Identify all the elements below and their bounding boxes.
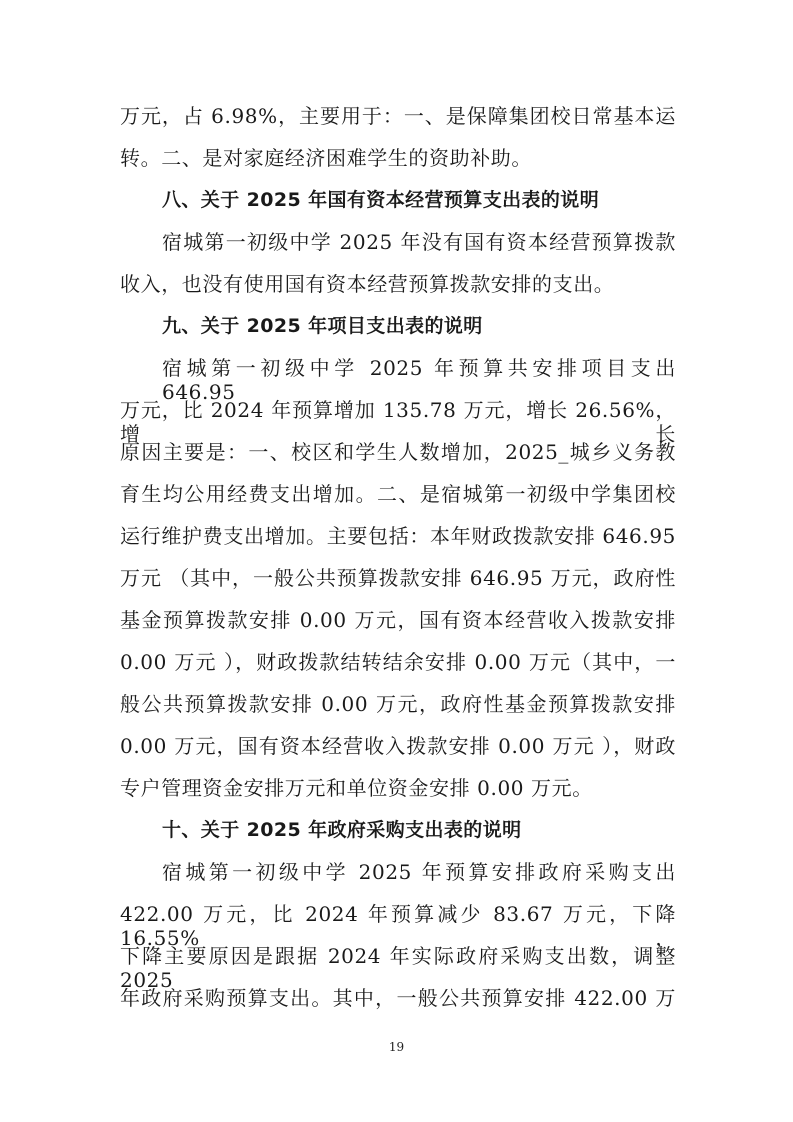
body-text-line: 0.00 万元，国有资本经营收入拨款安排 0.00 万元 ），财政: [120, 734, 676, 758]
body-text-line: 万元 （其中，一般公共预算拨款安排 646.95 万元，政府性: [120, 566, 676, 590]
body-text-line: 下降主要原因是跟据 2024 年实际政府采购支出数，调整 2025: [120, 944, 676, 992]
body-text-line: 育生均公用经费支出增加。二、是宿城第一初级中学集团校: [120, 482, 676, 506]
body-text-line: 原因主要是：一、校区和学生人数增加，2025_城乡义务教: [120, 440, 676, 464]
body-text-line: 宿城第一初级中学 2025 年预算共安排项目支出 646.95: [162, 356, 676, 404]
body-text-line: 收入，也没有使用国有资本经营预算拨款安排的支出。: [120, 272, 615, 296]
body-text-line: 般公共预算拨款安排 0.00 万元，政府性基金预算拨款安排: [120, 692, 676, 716]
section-heading-8: 八、关于 2025 年国有资本经营预算支出表的说明: [162, 189, 600, 211]
body-text-line: 转。二、是对家庭经济困难学生的资助补助。: [120, 146, 532, 170]
body-text-line: 年政府采购预算支出。其中，一般公共预算安排 422.00 万: [120, 986, 676, 1010]
body-text-line: 0.00 万元 ），财政拨款结转结余安排 0.00 万元（其中，一: [120, 650, 676, 674]
body-text-line: 运行维护费支出增加。主要包括：本年财政拨款安排 646.95: [120, 524, 676, 548]
body-text-line: 万元，占 6.98%，主要用于：一、是保障集团校日常基本运: [120, 104, 676, 128]
section-heading-10: 十、关于 2025 年政府采购支出表的说明: [162, 819, 522, 841]
section-heading-9: 九、关于 2025 年项目支出表的说明: [162, 315, 483, 337]
body-text-line: 基金预算拨款安排 0.00 万元，国有资本经营收入拨款安排: [120, 608, 676, 632]
body-text-line: 专户管理资金安排万元和单位资金安排 0.00 万元。: [120, 776, 593, 800]
body-text-line: 422.00 万元，比 2024 年预算减少 83.67 万元，下降 16.55%，: [120, 902, 676, 950]
page-number: 19: [388, 1040, 405, 1054]
body-text-line: 宿城第一初级中学 2025 年没有国有资本经营预算拨款: [162, 230, 676, 254]
body-text-line: 宿城第一初级中学 2025 年预算安排政府采购支出: [162, 860, 676, 884]
body-text-line: 万元，比 2024 年预算增加 135.78 万元，增长 26.56%，增长: [120, 398, 676, 446]
